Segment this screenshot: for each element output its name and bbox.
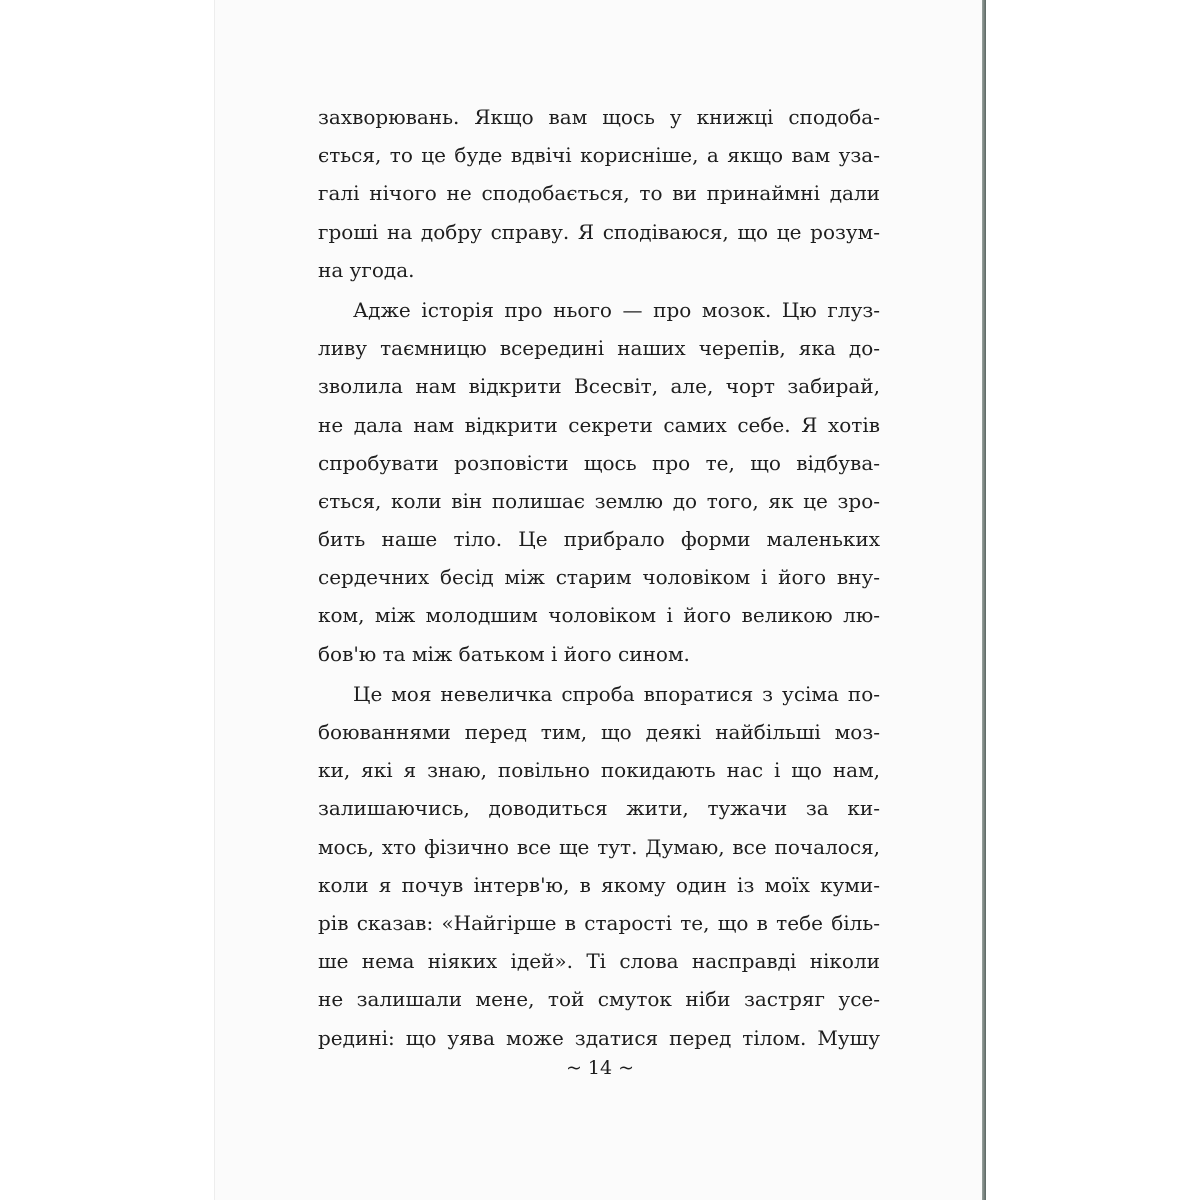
text-line: ком, між молодшим чоловіком і його великою лю- [318, 603, 880, 628]
text-line: редині: що уява може здатися перед тілом. Мушу [318, 1025, 880, 1050]
body-text [318, 98, 880, 1057]
text-line: ється, то це буде вдвічі корисніше, а якщо вам уза- [318, 143, 880, 168]
text-line: зволила нам відкрити Всесвіт, але, чорт забирай, [318, 374, 880, 399]
text-line: коли я почув інтерв'ю, в якому один із моїх куми- [318, 872, 880, 897]
text-line: ливу таємницю всередині наших черепів, яка до- [318, 336, 880, 361]
text-line: галі нічого не сподобається, то ви принаймні дали [318, 181, 880, 206]
text-line: ше нема ніяких ідей». Ті слова насправді ніколи [318, 949, 880, 974]
text-line: спробувати розповісти щось про те, що відбува- [318, 450, 880, 475]
text-line: ється, коли він полишає землю до того, як це зро- [318, 488, 880, 513]
text-line: сердечних бесід між старим чоловіком і його вну- [318, 565, 880, 590]
text-line: боюваннями перед тим, що деякі найбільші моз- [318, 720, 880, 744]
paragraph [318, 675, 880, 1057]
text-line: гроші на добру справу. Я сподіваюся, що це розум- [318, 219, 880, 244]
text-line: на угода. [318, 257, 415, 282]
text-line: не дала нам відкрити секрети самих себе. Я хотів [318, 412, 880, 437]
text-line: Це моя невеличка спроба впоратися з усіма по- [353, 681, 880, 706]
text-line: бить наше тіло. Це прибрало форми маленьких [318, 527, 880, 552]
text-line: Адже історія про нього — про мозок. Цю глуз- [353, 297, 880, 322]
text-line: залишаючись, доводиться жити, тужачи за ки- [318, 796, 880, 821]
book-cover-edge [982, 0, 986, 1200]
text-line: захворювань. Якщо вам щось у книжці сподоба- [318, 105, 880, 129]
paragraph [318, 98, 880, 289]
page-number: ~ 14 ~ [565, 1057, 635, 1079]
paragraph [318, 291, 880, 673]
text-line: бов'ю та між батьком і його сином. [318, 641, 690, 666]
text-line: мось, хто фізично все ще тут. Думаю, все почалося, [318, 834, 880, 859]
text-line: рів сказав: «Найгірше в старості те, що в тебе біль- [318, 910, 880, 935]
text-line: ки, які я знаю, повільно покидають нас і що нам, [318, 758, 880, 783]
text-line: не залишали мене, той смуток ніби застряг усе- [318, 987, 880, 1012]
